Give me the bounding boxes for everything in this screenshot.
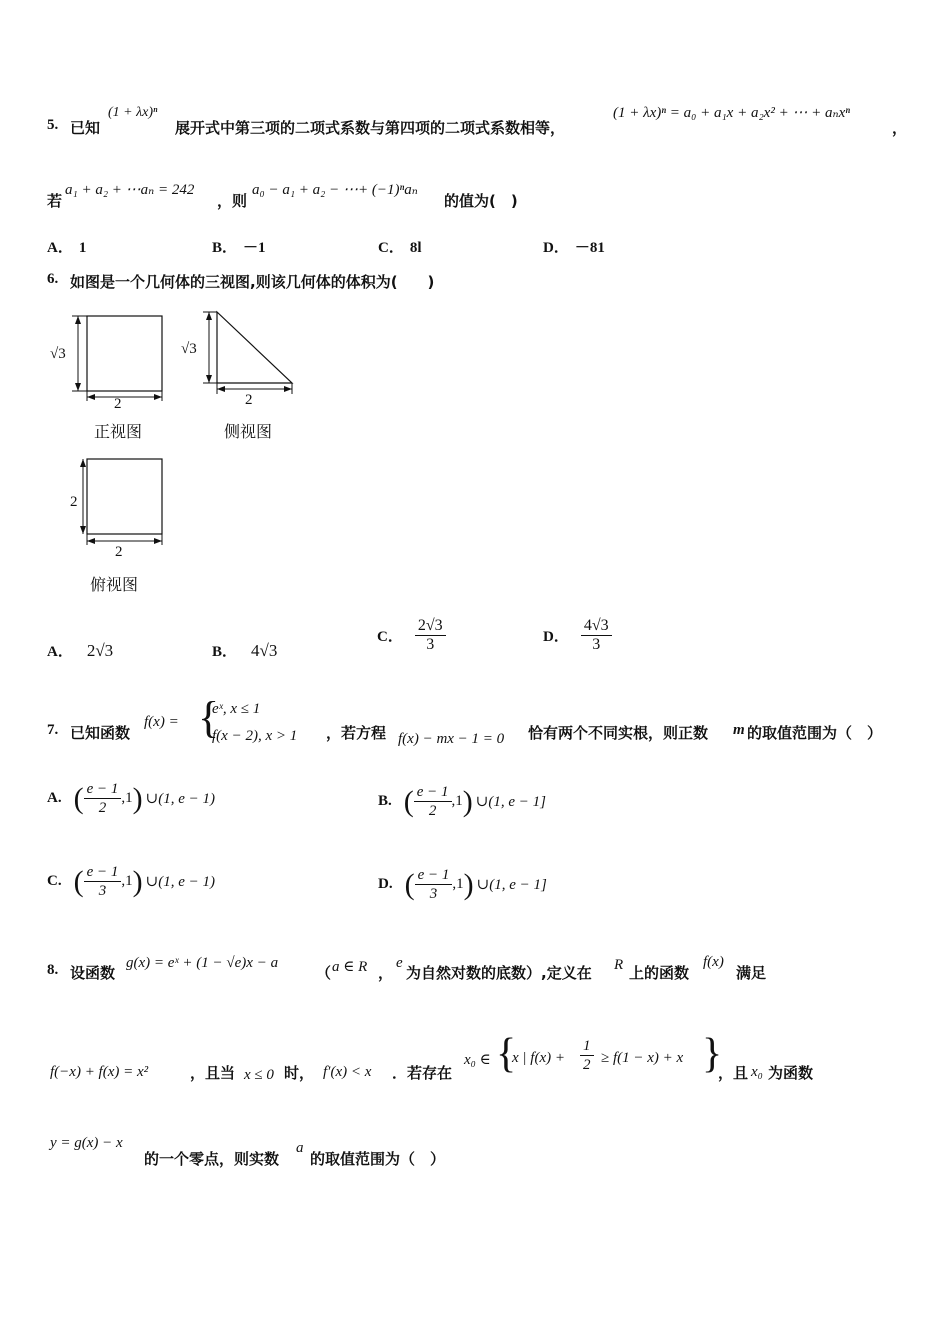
q8-text-7: ，且当 bbox=[190, 1064, 236, 1082]
q7-number: 7. bbox=[47, 722, 59, 738]
side-view-height: √3 bbox=[181, 341, 197, 357]
front-view-height: √3 bbox=[50, 346, 66, 362]
q5-text-3: ， bbox=[892, 119, 908, 137]
q8-text-3: ， bbox=[378, 964, 394, 982]
front-view-width: 2 bbox=[114, 396, 122, 412]
q8-text-4: 为自然对数的底数）,定义在 bbox=[406, 964, 592, 982]
q7-fx: f(x) = bbox=[144, 714, 179, 730]
side-view-width: 2 bbox=[245, 392, 253, 408]
q5-formula-4: a₀ − a₁ + a₂ − ⋯+ (−1)ⁿaₙ bbox=[252, 182, 418, 198]
q5-option-d[interactable]: D． －81 bbox=[543, 240, 605, 256]
q8-condition-3: f′(x) < x bbox=[323, 1064, 372, 1080]
q7-brace: { bbox=[198, 693, 220, 742]
q8-set-left: x | f(x) + bbox=[512, 1050, 565, 1066]
q8-a-in-R: a ∈ R bbox=[332, 959, 368, 975]
q7-text-2: ，若方程 bbox=[326, 724, 387, 742]
q5-option-c[interactable]: C． 8l bbox=[378, 240, 422, 256]
q8-R: R bbox=[614, 957, 624, 973]
q6-number: 6. bbox=[47, 271, 59, 287]
q6-option-c[interactable]: C． $\frac{2√3}{3}$ bbox=[377, 617, 446, 654]
q7-text-1: 已知函数 bbox=[70, 724, 131, 742]
q5-option-a[interactable]: A． 1 bbox=[47, 240, 87, 256]
q6-option-d[interactable]: D． $\frac{4√3}{3}$ bbox=[543, 617, 612, 654]
q8-text-12: 的一个零点，则实数 bbox=[144, 1150, 280, 1168]
q8-set-brace-left: { bbox=[496, 1031, 517, 1077]
q8-text-8: 时， bbox=[284, 1064, 315, 1082]
q8-half: $\frac{1}{2}$ bbox=[580, 1037, 594, 1074]
q8-text-1: 设函数 bbox=[70, 964, 116, 982]
top-view-diagram bbox=[45, 450, 175, 550]
q7-option-a[interactable]: A. ( $\frac{e - 1}{2}$ ,1 ) ∪(1, e − 1) bbox=[47, 781, 215, 816]
q8-x0-in: x₀ ∈ bbox=[464, 1052, 491, 1068]
q5-text-2: 展开式中第三项的二项式系数与第四项的二项式系数相等， bbox=[175, 119, 566, 137]
q5-formula-1: (1 + λx)ⁿ bbox=[108, 105, 158, 120]
q8-text-11: 为函数 bbox=[768, 1064, 814, 1082]
top-view-height: 2 bbox=[70, 494, 78, 510]
q5-option-b[interactable]: B． －1 bbox=[212, 240, 266, 256]
q5-text-5: ，则 bbox=[217, 192, 248, 210]
q5-number: 5. bbox=[47, 117, 59, 133]
q8-text-2: （ bbox=[316, 964, 332, 982]
q8-text-13: 的取值范围为（ ） bbox=[310, 1150, 446, 1168]
q7-text-3: 恰有两个不同实根，则正数 bbox=[528, 724, 709, 742]
q5-text-1: 已知 bbox=[70, 119, 101, 137]
q8-text-9: ．若存在 bbox=[392, 1064, 453, 1082]
q5-formula-3: a₁ + a₂ + ⋯aₙ = 242 bbox=[65, 182, 195, 198]
q8-text-10: ，且 bbox=[718, 1064, 749, 1082]
side-view-label: 侧视图 bbox=[224, 422, 273, 441]
q5-text-4: 若 bbox=[47, 192, 63, 210]
q8-set-brace-right: } bbox=[702, 1031, 723, 1077]
q6-option-a[interactable]: A． 2√3 bbox=[47, 641, 114, 660]
q8-text-5: 上的函数 bbox=[629, 964, 690, 982]
q8-set-right: ≥ f(1 − x) + x bbox=[601, 1050, 684, 1066]
q7-option-b[interactable]: B. ( $\frac{e - 1}{2}$ ,1 ) ∪(1, e − 1] bbox=[378, 784, 546, 819]
top-view-label: 俯视图 bbox=[90, 575, 139, 594]
q7-m: m bbox=[733, 722, 745, 738]
q7-case-1: eˣ, x ≤ 1 bbox=[212, 701, 261, 717]
q6-option-b[interactable]: B． 4√3 bbox=[212, 641, 278, 660]
q6-text: 如图是一个几何体的三视图,则该几何体的体积为( ) bbox=[70, 273, 435, 291]
q8-text-6: 满足 bbox=[736, 964, 767, 982]
q5-formula-2: (1 + λx)ⁿ = a₀ + a₁x + a₂x² + ⋯ + aₙxⁿ bbox=[613, 105, 851, 121]
q7-option-d[interactable]: D. ( $\frac{e - 1}{3}$ ,1 ) ∪(1, e − 1] bbox=[378, 867, 547, 902]
q8-number: 8. bbox=[47, 962, 59, 978]
q8-condition-2: x ≤ 0 bbox=[244, 1067, 274, 1083]
q8-x0: x₀ bbox=[751, 1064, 763, 1080]
q7-equation: f(x) − mx − 1 = 0 bbox=[398, 731, 505, 747]
top-view-width: 2 bbox=[115, 544, 123, 560]
q8-y-function: y = g(x) − x bbox=[50, 1135, 123, 1151]
q8-e: e bbox=[396, 955, 403, 971]
q7-text-4: 的取值范围为（ ） bbox=[747, 724, 883, 742]
q7-option-c[interactable]: C. ( $\frac{e - 1}{3}$ ,1 ) ∪(1, e − 1) bbox=[47, 864, 215, 899]
q7-case-2: f(x − 2), x > 1 bbox=[212, 728, 298, 744]
q8-fx: f(x) bbox=[703, 954, 724, 970]
q8-g-function: g(x) = eˣ + (1 − √e)x − a bbox=[126, 955, 279, 971]
q5-text-6: 的值为( ) bbox=[444, 192, 518, 210]
q8-a: a bbox=[296, 1140, 304, 1156]
q8-condition-1: f(−x) + f(x) = x² bbox=[50, 1064, 149, 1080]
front-view-label: 正视图 bbox=[94, 422, 143, 441]
